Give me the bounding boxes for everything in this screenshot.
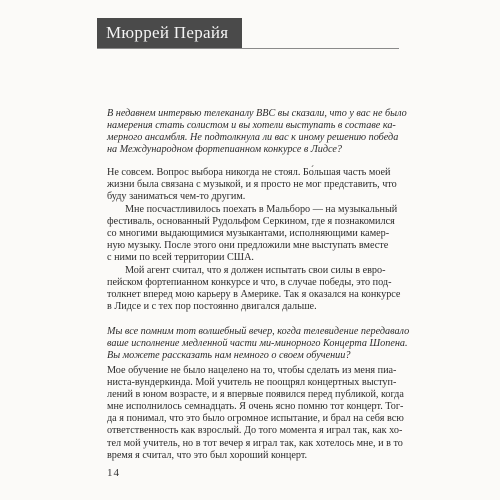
text-line: лений в юном возрасте, и я впервые появился перед публикой, когда (107, 389, 404, 401)
text-line: мерного ансамбля. Не подтолкнула ли вас к иному решению победа (107, 132, 399, 144)
page-number: 14 (107, 467, 120, 479)
text-line: с ними по всей территории США. (107, 252, 254, 264)
text-line: Мое обучение не было нацелено на то, чтобы сделать из меня пиа- (107, 365, 397, 376)
text-line: Не совсем. Вопрос выбора никогда не стоял. Бо́льшая часть моей (107, 167, 391, 178)
text-line: со многими выдающимися музыкантами, исполняющими камер- (107, 228, 390, 240)
interview-answer (107, 365, 407, 462)
text-line: Вы можете рассказать нам немного о своем обучении? (107, 350, 351, 362)
chapter-header (97, 18, 242, 48)
chapter-title: Мюррей Перайя (106, 23, 229, 42)
text-line: толкнет вперед мою карьеру в Америке. Так я оказался на конкурсе (107, 289, 401, 301)
text-line: на Международном фортепианном конкурсе в Лидсе? (107, 144, 343, 156)
text-line: Мой агент считал, что я должен испытать свои силы в евро- (125, 265, 386, 276)
text-line: время я считал, что это был хороший концерт. (107, 449, 308, 461)
text-line: фестиваль, основанный Рудольфом Серкином, где я познакомился (107, 216, 395, 228)
text-line: ную музыку. После этого они предложили мне выступать вместе (107, 240, 389, 252)
text-line: тел мой учитель, но в тот вечер я играл так, как хотелось мне, и в то (107, 437, 403, 449)
interview-answer (107, 204, 407, 264)
interview-question (107, 326, 410, 362)
interview-answer (107, 167, 407, 203)
header-rule (97, 48, 399, 49)
text-line: ниста-вундеркинда. Мой учитель не поощрял концертных выступ- (107, 377, 397, 389)
text-line: ответственность как взрослый. До того момента я играл так, как хо- (107, 425, 403, 437)
text-line: Мы все помним тот волшебный вечер, когда телевидение передавало (107, 326, 410, 337)
interview-question (107, 108, 407, 156)
text-line: Мне посчастливилось поехать в Мальборо — на музыкальный (125, 204, 398, 215)
text-line: буду заниматься чем-то другим. (107, 191, 246, 203)
text-line: в Лидсе и с тех пор постоянно двигался дальше. (107, 301, 317, 313)
text-line: да я понимал, что это было огромное испытание, и брал на себя всю (107, 413, 404, 425)
text-line: В недавнем интервью телеканалу BBC вы сказали, что у вас не было (107, 108, 407, 119)
interview-answer (107, 265, 407, 313)
text-line: жизни была связана с музыкой, и я просто не мог представить, что (107, 179, 397, 191)
text-line: мне исполнилось семнадцать. Я очень ясно помню тот концерт. Тог- (107, 401, 404, 413)
text-line: пейском фортепианном конкурсе и что, в случае победы, это под- (107, 277, 392, 289)
text-line: ваше исполнение медленной части ми-минорного Концерта Шопена. (107, 338, 408, 350)
text-line: намерения стать солистом и вы хотели выступать в составе ка- (107, 120, 396, 132)
